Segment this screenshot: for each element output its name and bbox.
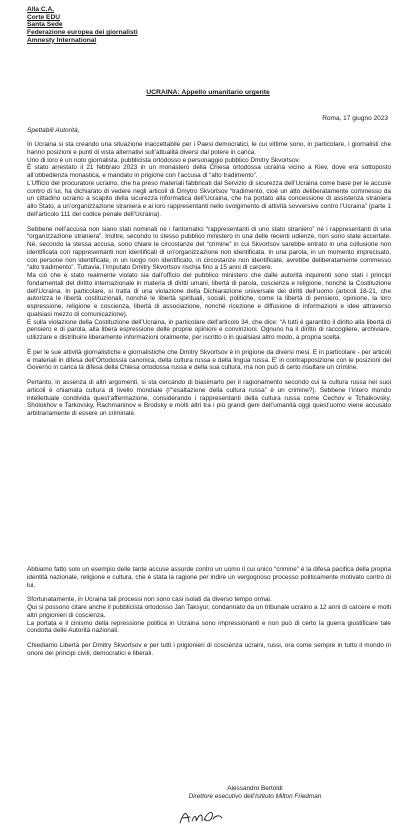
body-paragraph: Pertanto, in assenza di altri argomenti, si sta cercando di biasimarlo per il ragionamento secondo cui la cultura russa nei suoi articoli è chiamata cultura di livello mondiale (l’“esaltazione della cultura russa” è un crimine?). Sebbene l’intero mondo intellettuale condivida quest’affermazione, considerando i rappresentanti della cultura russa come Cechov e Tchaikovsky, Sholokhov e Tarkovsky, Rachmaninov e Brodsky e molti altri tra i più grandi geni dell’umanità oggi quest’uomo viene accusato arbitrariamente di essere un criminale. [27,379,391,417]
recipient-line: Federazione europea dei giornalisti [27,29,138,37]
letter-subject: UCRAINA: Appello umanitario urgente [146,89,270,96]
handwritten-signature [178,807,224,827]
body-paragraph: Chiediamo Libertà per Dmitry Skvortsov e per tutti i prigionieri di coscienza ucraini, russi, ora come sempre in tutto il mondo in onore dei principi civili, democratici e liberali. [27,642,391,657]
recipient-line: Santa Sede [27,21,63,29]
letter-closing [27,566,391,665]
body-paragraph: Uno di loro è un noto giornalista, pubblicista ortodosso e personaggio pubblico Dmitry Skvortsov. [27,156,301,164]
recipient-line: Alla C.A. [27,6,55,13]
letter-body [27,141,391,425]
recipient-line: Corte EDU [27,13,60,21]
signatory-role: Direttore esecutivo dell’Istituto Milton Friedman [188,792,322,800]
body-paragraph: La portata e il cinismo della repressione politica in Ucraina sono impressionanti e non può di certo la guerra giustificare tale condotta delle Autorità nazionali. [27,619,391,635]
body-paragraph: L’Ufficio del procuratore ucraino, che ha preso materiali fabbricati dal Servizio di sicurezza dell’Ucraina come base per le accuse contro di lui, ha dichiarato di vedere negli articoli di Dmytro Skvortsov “tradimento, cioè un atto deliberatamente commesso da un cittadino ucraino a scapito della sicurezza informatica dell’Ucraina, che ha portato alla concessione di assistenza straniera allo Stato, a un’organizzazione straniera e ai loro rappresentanti nello svolgimento di attività sovversive contro l’Ucraina” (parte 1 dell’articolo 111 del codice penale dell’Ucraina). [27,179,391,218]
body-paragraph: È per le sue attività giornalistiche e giornalistiche che Dmitry Skvortsov è in prigione da diversi mesi. E in particolare - per articoli e materiali in difesa dell’Ortodossia canonica, della cultura russa e della lingua russa. E’ in contrapposizione con le posizioni del Governo in carica la difesa della Chiesa ortodossa russa e della sua cultura, ma non può di certo risultare un crimine. [27,348,391,372]
recipient-block [27,6,138,45]
letter-date: Roma, 17 giugno 2023 [322,115,388,122]
body-paragraph: E sulla violazione della Costituzione dell’Ucraina, in particolare dell’articolo 34, che dice: “A tutti è garantito il diritto alla libertà di pensiero e di parola, alla libera espressione delle proprie opinioni e convinzioni. Ognuno ha il diritto di raccogliere, archiviare, utilizzare e distribuire liberamente informazioni oralmente, per iscritto o in qualsiasi altro modo, a propria scelta. [27,318,391,341]
body-paragraph: Sfortunatamente, in Ucraina tali processi non sono casi isolati da diverso tempo ormai. [27,596,272,604]
body-paragraph: Abbiamo fatto solo un esempio delle tante accuse assurde contro un uomo il cui unico “crimine” è la difesa pacifica della propria identità nazionale, religione e cultura, che è stata la ragione per indire un vergognoso processo politicamente motivato contro di lui. [27,566,391,589]
body-paragraph: Qui si possono citare anche il pubblicista ortodosso Jan Taksyur, condannato da un tribunale ucraino a 12 anni di carcere e molti altri prigionieri di coscienza. [27,604,391,619]
body-paragraph: È stato arrestato il 21 febbraio 2023 in un monastero della Chiesa ortodossa ucraina vicino a Kiev, dove era sottoposto all’obbedienza monastica, e mandato in prigione con l’accusa di “alto tradimento”. [27,164,391,179]
salutation: Spettabili Autorità, [27,127,80,134]
body-paragraph: Ma ciò che è stato realmente violato sia dall’ufficio del pubblico ministero che dalle autorità inquirenti sono stati i principi fondamentali del diritto internazionale in materia di diritti umani, libertà di parola, coscienza e religione, nonché la Costituzione dell’Ucraina. In particolare, si tratta di una violazione della Dichiarazione universale dei diritti dell’uomo (articoli 18-21, che autorizza le libertà costituzionali, nonché le libertà spirituali, sociali, politiche, come la libertà di pensiero, opinione, la loro espressione, religione e coscienza, libertà di associazione, nonché ricezione e diffusione di informazioni e idee attraverso qualsiasi mezzo di comunicazione). [27,272,391,318]
recipient-line: Amnesty International [27,36,97,44]
body-paragraph: In Ucraina si sta creando una situazione inaccettabile per i Paesi democratici, le cui vittime sono, in particolare, i giornalisti che hanno posizioni e punti di vista alternativi sull’attualità diversi dal potere in carica. [27,141,391,156]
body-paragraph: Sebbene nell’accusa non siano stati nominati né i fantomatici “rappresentanti di uno stato straniero” né i rappresentanti di una “organizzazione straniera”. Inoltre, secondo lo stesso pubblico ministero in una delle recenti udienze, non sono state accertate. Né, secondo la stessa accusa, sono chiare le circostanze del “crimine” in cui Skvortsov sarebbe entrato in una collusione non identificata con rappresentanti non identificati di un’organizzazione non identificata. In una parola, in un momento imprecisato, con persone non identificate, in un luogo non identificato, in circostanze non identificate, avrebbe deliberatamente commesso “alto tradimento”. Tuttavia, l’imputato Dmitry Skvortsov rischia fino a 15 anni di carcere. [27,225,391,272]
signatory-name: Alessandro Bertoldi [227,785,283,792]
signature-block [150,785,360,800]
